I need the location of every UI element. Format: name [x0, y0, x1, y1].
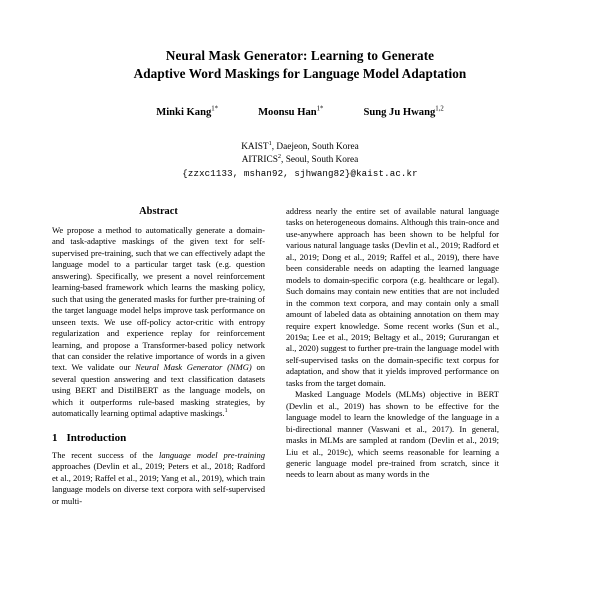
page-title [85, 47, 515, 82]
section-number: 1 [52, 431, 58, 444]
paper-header [0, 0, 600, 181]
right-column [286, 206, 499, 507]
left-column [52, 206, 265, 507]
contact-email[interactable]: {zzxc1133, mshan92, sjhwang82}@kaist.ac.kr [182, 168, 418, 180]
author-1 [156, 107, 218, 118]
abstract-body [52, 225, 265, 420]
affiliation-1-location: , Daejeon, South Korea [271, 142, 359, 152]
section-title: Introduction [66, 431, 127, 444]
abstract-body-part-1: We propose a method to automatically generate a domain- and task-adaptive maskings of the given text for self-supervised pre-training, such that we can effectively adapt the language model to a particular target task (e.g. question answering). Specifically, we present a novel reinforcement learning-based framework which learns the masking policy, such that using the generated masks for further pre-training of the target language model helps improve task performance on unseen texts. We use off-policy actor-critic with entropy regularization and experience replay for reinforcement learning, and propose a Transformer-based policy network that can consider the relative importance of words in a given text. We validate our [52, 225, 265, 373]
affiliation-2 [0, 154, 600, 167]
abstract-footnote-marker: 1 [224, 408, 228, 415]
affiliation-2-mark: 2 [277, 152, 282, 160]
author-2 [258, 107, 323, 118]
author-1-name: Minki Kang [156, 107, 212, 118]
right-column-paragraph-2: Masked Language Models (MLMs) objective in BERT (Devlin et al., 2019) has shown to be effective for the language model to learn the knowledge of the language in a bi-directional manner (Vaswani et al., 2017). In general, masks in MLMs are sampled at random (Devlin et al., 2019; Liu et al., 2019c), which seems reasonable for learning a generic language model pre-trained from scratch, since it needs to learn about as many words in the [286, 389, 499, 480]
introduction-lead: The recent success of the [52, 449, 159, 460]
affiliation-1-org: KAIST [241, 142, 269, 152]
author-list [0, 107, 600, 118]
affiliation-2-org: AITRICS [241, 154, 278, 165]
introduction-tail: approaches (Devlin et al., 2019; Peters et al., 2018; Radford et al., 2019; Raffel et al., 2019; Yang et al., 2019), which train language models on diverse text corpora with self-supervised or multi- [52, 461, 265, 506]
author-2-marks: 1* [316, 105, 324, 113]
author-3-name: Sung Ju Hwang [363, 107, 436, 118]
author-3-marks: 1,2 [435, 105, 444, 113]
paper-title-line-1: Neural Mask Generator: Learning to Generate [165, 48, 435, 63]
paper-title-line-2: Adaptive Word Maskings for Language Model Adaptation [133, 65, 467, 81]
section-heading-introduction [52, 432, 265, 444]
introduction-paragraph-1 [52, 450, 265, 507]
affiliation-2-location: , Seoul, South Korea [281, 154, 359, 165]
author-2-name: Moonsu Han [258, 107, 317, 118]
affiliation-1 [0, 141, 600, 154]
abstract-body-italic: Neural Mask Generator (NMG) [135, 362, 252, 373]
right-column-paragraph-1: address nearly the entire set of available natural language tasks on heterogeneous domains. Although this train-once and use-anywhere approach has been shown to be helpful for various natural language tasks (Devlin et al., 2019; Radford et al., 2019; Dong et al., 2019; Raffel et al., 2019), there have been considerable needs on adapting the learned language models to domain-specific corpora (e.g. healthcare or legal). Such domains may contain new entities that are not included in the common text corpora, and may contain only a small amount of labeled data as obtaining annotation on them may require expert knowledge. Some recent works (Sun et al., 2019a; Lee et al., 2019; Beltagy et al., 2019; Gururangan et al., 2020) suggest to further pre-train the language model with self-supervised tasks on the domain-specific text corpus for adaptation, and show that it yields improved performance on tasks from the target domain. [286, 206, 499, 388]
abstract-body-part-2: on several question answering and text classification datasets using BERT and DistilBERT as the language models, on which it outperforms rule-based masking strategies, by automatically learning optimal adaptive maskings. [52, 362, 265, 419]
affiliation-block [0, 141, 600, 181]
two-column-body [0, 206, 600, 507]
abstract-heading: Abstract [139, 206, 178, 217]
introduction-italic-term: language model pre-training [158, 449, 265, 460]
author-3 [363, 107, 443, 118]
author-1-marks: 1* [211, 105, 219, 113]
affiliation-1-mark: 1 [268, 139, 272, 147]
